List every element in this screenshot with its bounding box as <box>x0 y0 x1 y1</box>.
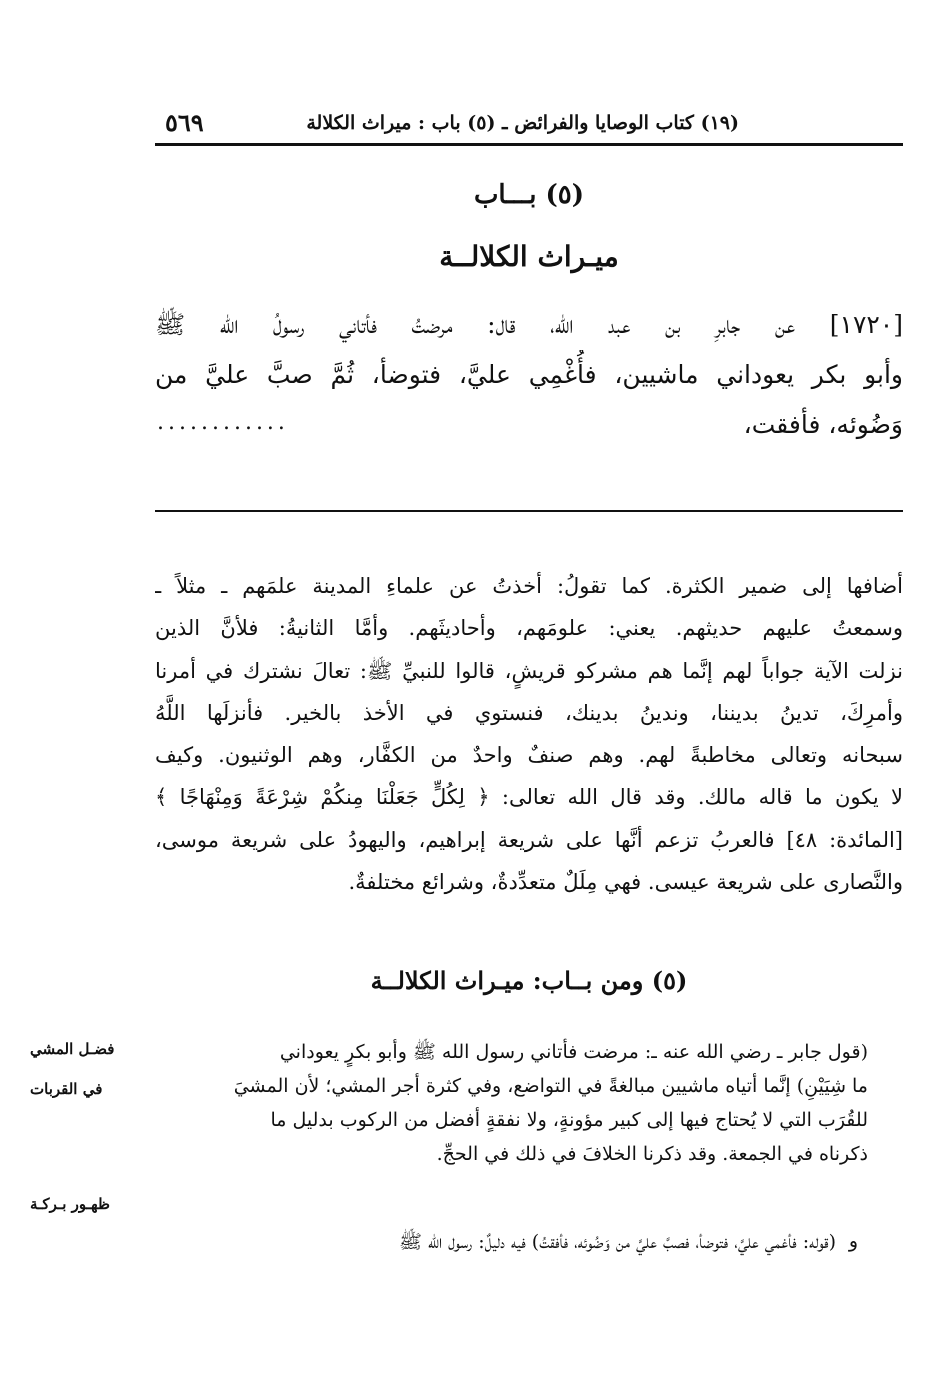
commentary-line: لا يكون ما قاله مالك. وقد قال الله تعالى: ﴿ لِكُلٍّ جَعَلْنَا مِنكُمْ شِرْعَةً وَمِنْهَاجًا ﴾ <box>155 785 903 810</box>
page-number: ٥٦٩ <box>165 108 204 137</box>
running-header-title: (١٩) كتاب الوصايا والفرائض ـ (٥) باب : ميراث الكلالة <box>306 112 739 134</box>
hadith-line: وأبو بكر يعوداني ماشيين، فأُغْمِي عليَّ، فتوضأ، ثُمَّ صبَّ عليَّ من <box>155 360 903 389</box>
commentary-line: وسمعتُ عليهم حديثهم. يعني: علومَهم، وأحاديثَهم. وأمَّا الثانيةُ: فلأنَّ الذين <box>155 616 903 641</box>
sharh-last-line-text: (قوله: فأغمي عليَّ، فتوضأ، فصبَّ عليَّ من وَضُوئه، فأفقتُ) فيه دليلٌ: رسول الله ﷺ <box>398 1231 836 1253</box>
commentary-text <box>155 565 903 903</box>
header-rule <box>155 143 903 146</box>
sharh-line: للقُرَب التي لا يُحتاج فيها إلى كبير مؤونةٍ، ولا نفقةٍ أفضل من الركوب بدليل ما <box>270 1109 868 1131</box>
commentary-line: [المائدة: ٤٨] فالعربُ تزعم أنَّها على شريعة إبراهيم، واليهودُ على شريعة موسى، <box>155 827 903 852</box>
section-divider <box>155 510 903 512</box>
ellipsis-dots: ............ <box>157 410 289 435</box>
hadith-line: وَضُوئه، فأفقت، <box>743 410 903 439</box>
chapter-bab-heading: (٥) بـــاب <box>473 180 585 210</box>
margin-note: ظهـور بـركـة <box>30 1195 110 1213</box>
commentary-line: نزلت الآية جواباً لهم إنَّما هم مشركو قريشٍ، قالوا للنبيِّ ﷺ: تعالَ نشترك في أمرنا <box>155 658 903 683</box>
commentary-line: سبحانه وتعالى مخاطبةً لهم. وهم صنفٌ واحدٌ من الكفَّار، وهم الوثنيون. وكيف <box>155 743 903 768</box>
margin-note: في القربات <box>30 1080 103 1098</box>
hadith-line: [١٧٢٠] عن جابرِ بن عبد الله، قال: مرضتُ فأتاني رسولُ الله ﷺ <box>155 310 903 339</box>
sharh-last-line <box>30 1230 858 1258</box>
sharh-text <box>30 1035 903 1171</box>
commentary-line: وأمرِكَ، تدينُ بديننا، وندينُ بدينك، فنستوي في الأخذ بالخير. فأنزلَها اللَّهُ <box>155 700 903 725</box>
sharh-line: ما شِيَيْنِ) إنَّما أتياه ماشيين مبالغةً في التواضع، وفي كثرة أجر المشي؛ لأن المشيَ <box>233 1075 868 1097</box>
margin-note: فضـل المشي <box>30 1040 115 1058</box>
commentary-line: والنَّصارى على شريعة عيسى. فهي مِلَلٌ متعدِّدةٌ، وشرائع مختلفةٌ. <box>348 870 903 895</box>
sharh-line: (قول جابر ـ رضي الله عنه ـ: مرضت فأتاني رسول الله ﷺ وأبو بكرٍ يعوداني <box>279 1041 868 1063</box>
line-mark: و <box>848 1230 858 1252</box>
chapter-title: ميـراث الكلالــة <box>439 240 619 273</box>
sharh-line: ذكرناه في الجمعة. وقد ذكرنا الخلافَ في ذلك في الحجِّ. <box>436 1143 868 1165</box>
section-heading: (٥) ومن بــاب: ميـراث الكلالــة <box>370 966 688 995</box>
commentary-line: أضافها إلى ضمير الكثرة. كما تقولُ: أخذتُ عن علماءِ المدينة علمَهم ـ مثلاً ـ <box>155 574 903 598</box>
